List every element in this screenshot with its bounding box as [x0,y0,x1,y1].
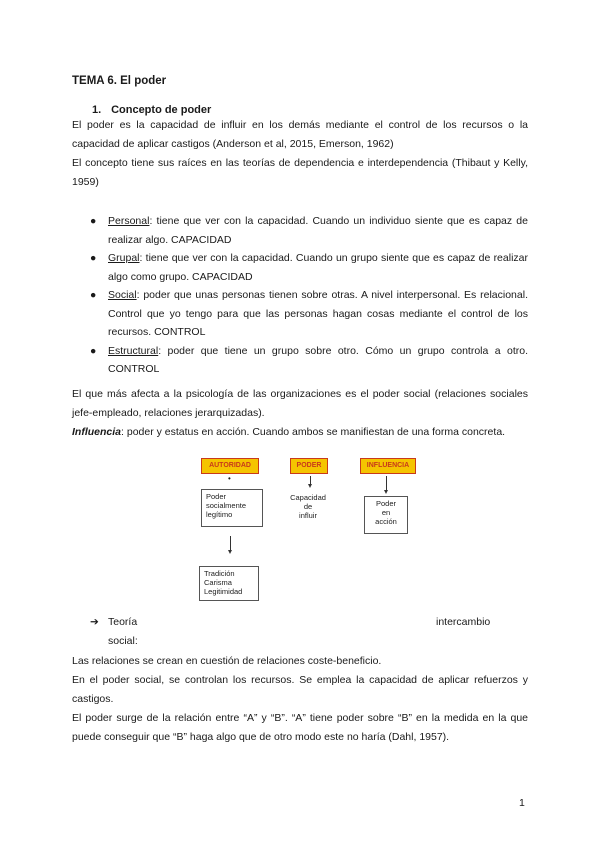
influence-text: : poder y estatus en acción. Cuando ambos se manifiestan de una forma concreta. [121,426,506,438]
list-term: Social [108,289,137,301]
box-line: Poder [206,492,227,501]
section-heading [92,104,211,116]
box-capacidad-de-influir [282,491,334,527]
list-text: : poder que unas personas tienen sobre otras. A nivel interpersonal. Es relacional. Control que yo tengo para que las personas hagan cosas mediante el control de los recursos. CONTROL [108,289,528,338]
power-types-list [90,212,528,379]
section-label: Concepto de poder [111,104,212,116]
paragraph-origins: El concepto tiene sus raíces en las teorías de dependencia e interdependencia (Thibaut y Kelly, 1959) [72,157,528,188]
bullet-icon: ● [90,344,97,357]
paragraph-cost-benefit: Las relaciones se crean en cuestión de relaciones coste-beneficio. [72,655,382,667]
list-item [90,212,528,249]
box-poder-en-accion [364,496,408,534]
box-line: Carisma [204,578,232,587]
arrow-item-word: intercambio [436,616,491,628]
paragraph-influence [72,423,528,442]
box-line: Tradición [204,569,235,578]
bullet-icon: ● [90,289,97,301]
arrow-item-word: Teoría [108,616,138,628]
page-number: 1 [519,797,525,809]
arrow-line [310,476,311,484]
box-line: de [303,502,313,511]
arrow-down-icon [308,484,312,488]
list-term: Personal [108,215,150,227]
list-text: : poder que tiene un grupo sobre otro. Cómo un grupo controla a otro. CONTROL [108,344,528,375]
right-arrow-icon: ➔ [90,616,99,628]
label-autoridad: AUTORIDAD [201,458,259,474]
box-line: Legitimidad [204,587,243,596]
box-line: Poder [375,499,396,508]
box-poder-socialmente-legitimo [201,489,263,527]
list-item [90,249,528,286]
box-line: acción [375,517,397,526]
box-line: influir [299,511,317,520]
box-line: en [381,508,391,517]
box-line: Capacidad [290,493,326,502]
box-line: legítimo [206,510,233,519]
list-term: Grupal [108,252,140,264]
label-influencia: INFLUENCIA [360,458,416,474]
list-item [90,286,528,342]
paragraph-social-power: El que más afecta a la psicología de las organizaciones es el poder social (relaciones sociales jefe-empleado, relaciones jerarquizadas). [72,388,528,419]
paragraph-resources: En el poder social, se controlan los recursos. Se emplea la capacidad de aplicar refuerzos y castigos. [72,674,528,705]
autoridad-marker: • [228,474,231,483]
arrow-line [230,536,231,550]
arrow-down-icon [228,550,232,554]
list-text: : tiene que ver con la capacidad. Cuando un grupo siente que es capaz de realizar algo como grupo. CAPACIDAD [108,252,528,283]
arrow-item-word: social: [108,635,138,647]
paragraph-dahl: El poder surge de la relación entre “A” y “B”. “A” tiene poder sobre “B” en la medida en la que puede conseguir que “B” haga algo que de otro modo este no haría (Dahl, 1957). [72,712,528,743]
bullet-icon: ● [90,252,97,264]
paragraph-definition: El poder es la capacidad de influir en los demás mediante el control de los recursos o la capacidad de aplicar castigos (Anderson et al, 2015, Emerson, 1962) [72,119,528,150]
box-line: socialmente [206,501,247,510]
page-title: TEMA 6. El poder [72,75,167,87]
list-term: Estructural [108,344,159,357]
list-item [90,342,528,379]
list-text: : tiene que ver con la capacidad. Cuando un individuo siente que es capaz de realizar algo. CAPACIDAD [108,215,528,246]
bullet-icon: ● [90,215,97,227]
label-poder: PODER [290,458,328,474]
section-number: 1. [92,104,102,116]
arrow-down-icon [384,490,388,494]
influence-term: Influencia [72,426,122,438]
arrow-line [386,476,387,490]
box-tradicion-carisma-legitimidad [199,566,259,601]
